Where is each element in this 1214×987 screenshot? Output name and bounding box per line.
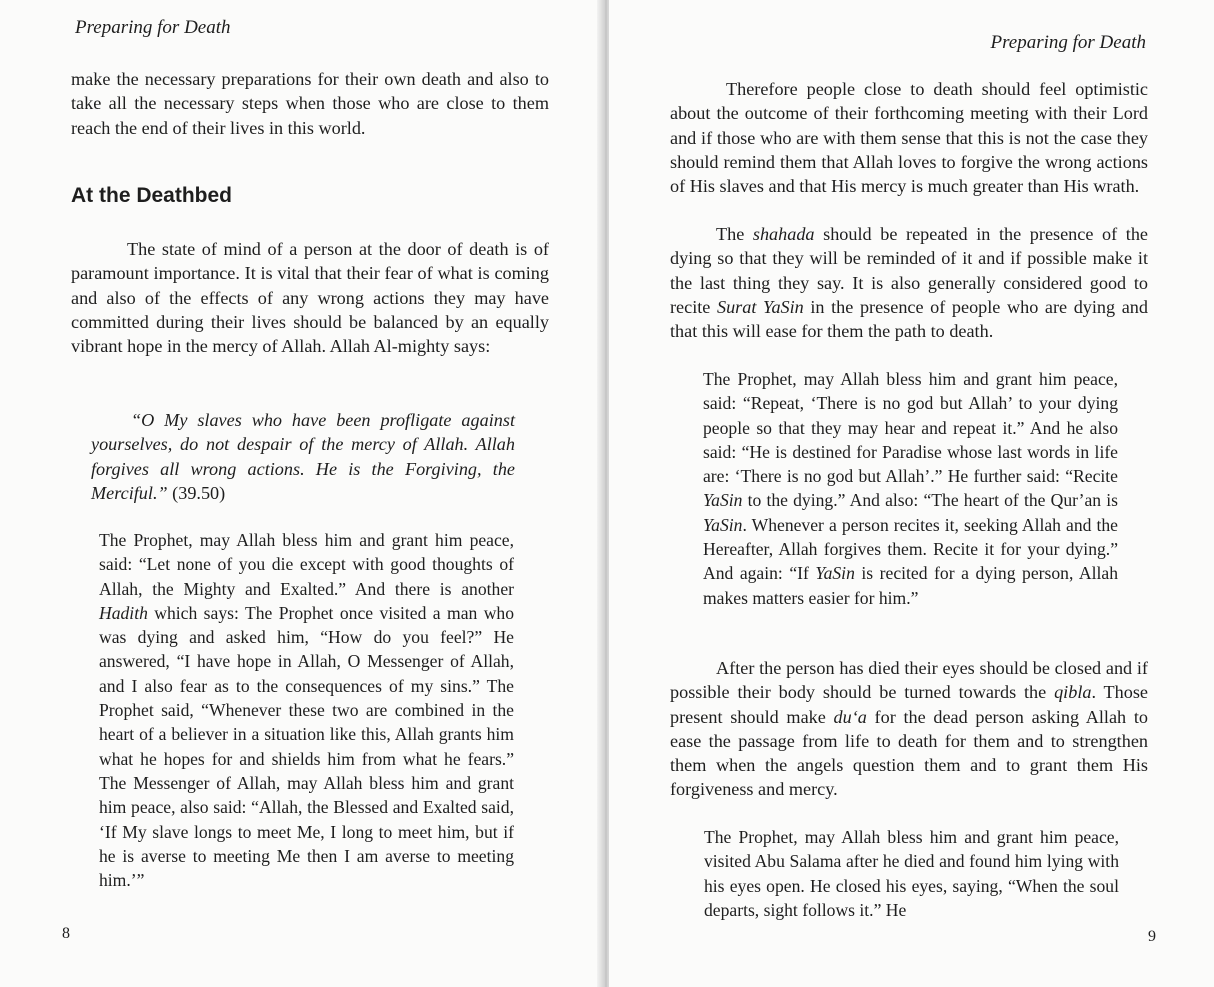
dua-term: du‘a (833, 706, 867, 727)
hadith-text-part-2: which says: The Prophet once visited a man who was dying and asked him, “How do you feel?” He answered, “I have hope in Allah, O Messenger of Allah, and I also fear as to the consequences of my sins.” The Prophet said, “Whenever these two are combined in the heart of a believer in a situation like this, Allah grants him what he hopes for and shields him from what he fears.” The Messenger of Allah, may Allah bless him and grant him peace, also said: “Allah, the Blessed and Exalted said, ‘If My slave longs to meet Me, I long to meet him, but if he is averse to meeting Me then I am averse to meeting him.’” (99, 602, 514, 891)
left-hadith-block (99, 528, 514, 892)
right-para-2 (670, 222, 1148, 343)
yasin-term-2: YaSin (703, 514, 743, 535)
right-para-1 (670, 77, 1148, 198)
left-page (0, 0, 603, 987)
hadith2-text: The Prophet, may Allah bless him and grant him peace, visited Abu Salama after he died and found him lying with his eyes open. He closed his eyes, saying, “When the soul departs, sight follows it.” He (704, 827, 1119, 920)
yasin-term-1: YaSin (703, 490, 743, 511)
para3-part-a: After the person has died their eyes should be closed and if possible their body should be turned towards the (670, 658, 1148, 703)
shahada-term: shahada (752, 224, 815, 244)
hadith1-part-b: to the dying.” And also: “The heart of the Qur’an is (742, 490, 1118, 511)
right-page-number: 9 (1148, 928, 1156, 945)
hadith1-part-c: . Whenever a person recites it, seeking Allah and the Hereafter, Allah forgives them. Recite it for your dying.” And again: “If (703, 514, 1118, 584)
surat-yasin-term: Surat YaSin (716, 296, 804, 317)
hadith1-part-a: The Prophet, may Allah bless him and grant him peace, said: “Repeat, ‘There is no god but Allah’ to your dying people so that they may hear and repeat it.” And he also said: “He is destined for Paradise whose last words in life are: ‘There is no god but Allah’.” He further said: “Recite (703, 369, 1118, 487)
right-hadith-block-1 (703, 367, 1118, 610)
right-running-header: Preparing for Death (990, 32, 1146, 53)
hadith-text-part-1: The Prophet, may Allah bless him and grant him peace, said: “Let none of you die except with good thoughts of Allah, the Mighty and Exalted.” And there is another (99, 530, 514, 599)
para2-part-b: should be repeated in the presence of the dying so that they will be reminded of it and if possible make it the last thing they say. It is also generally considered good to recite (670, 224, 1148, 317)
para2-part-c: in the presence of people who are dying and that this will ease for them the path to death. (670, 296, 1148, 342)
quote-text: “O My slaves who have been profligate against yourselves, do not despair of the mercy of Allah. Allah forgives all wrong actions. He is the Forgiving, the Merciful.” (91, 410, 515, 503)
left-para-2-text: The state of mind of a person at the door of death is of paramount importance. It is vital that their fear of what is coming and also of the effects of any wrong actions they may have committed during their lives should be balanced by an equally vibrant hope in the mercy of Allah. Allah Al-mighty says: (71, 239, 549, 357)
section-heading-block (71, 184, 549, 208)
right-para-3 (670, 656, 1148, 802)
left-running-header: Preparing for Death (75, 17, 231, 38)
left-page-number: 8 (62, 925, 70, 942)
quran-quote (91, 408, 515, 505)
para2-part-a: The (716, 224, 753, 244)
right-para-1-text: Therefore people close to death should feel optimistic about the outcome of their forthcoming meeting with their Lord and if those who are with them sense that this is not the case they should remind them that Allah loves to forgive the wrong actions of His slaves and that His mercy is much greater than His wrath. (670, 79, 1148, 197)
para3-part-b: . Those present should make (670, 682, 1148, 727)
left-para-1-text: make the necessary preparations for their own death and also to take all the necessary steps when those who are close to them reach the end of their lives in this world. (71, 69, 549, 138)
right-page (609, 0, 1214, 987)
section-heading: At the Deathbed (71, 184, 233, 207)
hadith-italic-term: Hadith (99, 602, 148, 623)
para3-part-c: for the dead person asking Allah to ease the passage from life to death for them and to strengthen them when the angels question them and to grant them His forgiveness and mercy. (670, 706, 1148, 800)
left-para-1 (71, 67, 549, 140)
quote-reference: (39.50) (172, 482, 226, 503)
left-para-2 (71, 237, 549, 358)
qibla-term: qibla (1054, 682, 1092, 703)
yasin-term-3: YaSin (815, 563, 855, 584)
right-hadith-block-2 (704, 825, 1119, 922)
hadith1-part-d: is recited for a dying person, Allah makes matters easier for him.” (703, 563, 1119, 608)
